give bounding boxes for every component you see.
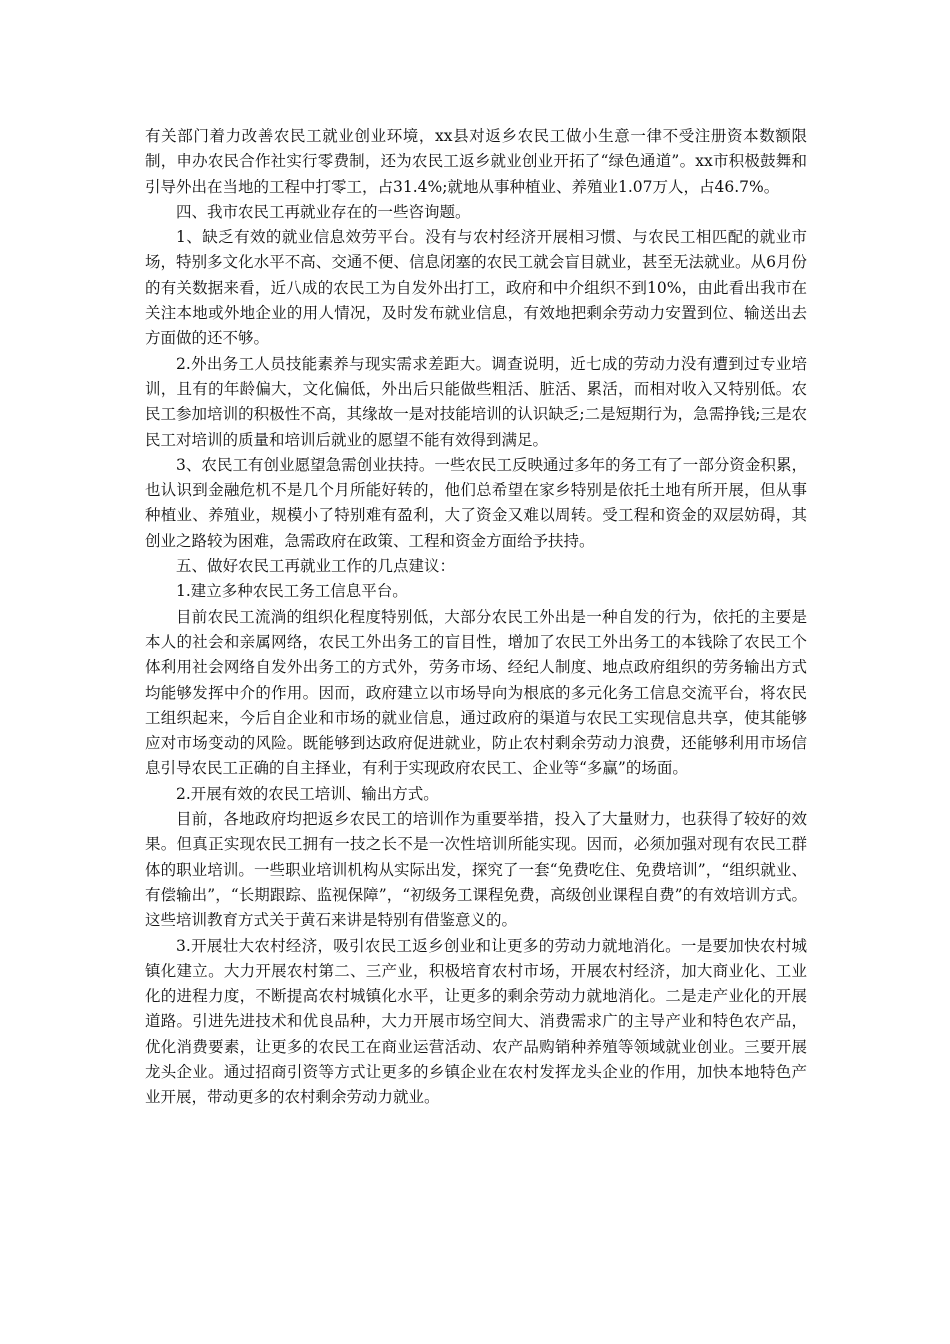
section-heading-suggestions: 五、做好农民工再就业工作的几点建议： (176, 557, 456, 576)
paragraph-problem-1: 1、缺乏有效的就业信息效劳平台。没有与农村经济开展相习惯、与农民工相匹配的就业市场，特别多文化水平不高、交通不便、信息闭塞的农民工就会盲目就业，甚至无法就业。从6月份的有关数据来看，近八成的农民工为自发外出打工，政府和中介组织不到10%，由此看出我市在关注本地或外地企业的用人情况，及时发布就业信息，有效地把剩余劳动力安置到位、输送出去方面做的还不够。 (145, 228, 807, 348)
paragraph-suggestion-1: 目前农民工流淌的组织化程度特别低，大部分农民工外出是一种自发的行为，依托的主要是本人的社会和亲属网络，农民工外出务工的盲目性，增加了农民工外出务工的本钱除了农民工个体利用社会网络自发外出务工的方式外，劳务市场、经纪人制度、地点政府组织的劳务输出方式均能够发挥中介的作用。因而，政府建立以市场导向为根底的多元化务工信息交流平台，将农民工组织起来，今后自企业和市场的就业信息，通过政府的渠道与农民工实现信息共享，使其能够应对市场变动的风险。既能够到达政府促进就业，防止农村剩余劳动力浪费，还能够利用市场信息引导农民工正确的自主择业，有利于实现政府农民工、企业等“多赢”的场面。 (145, 607, 807, 778)
paragraph-suggestion-3: 3.开展壮大农村经济，吸引农民工返乡创业和让更多的劳动力就地消化。一是要加快农村城镇化建立。大力开展农村第二、三产业，积极培育农村市场，开展农村经济，加大商业化、工业化的进程力度，不断提高农村城镇化水平，让更多的剩余劳动力就地消化。二是走产业化的开展道路。引进先进技术和优良品种，大力开展市场空间大、消费需求广的主导产业和特色农产品，优化消费要素，让更多的农民工在商业运营活动、农产品购销种养殖等领域就业创业。三要开展龙头企业。通过招商引资等方式让更多的乡镇企业在农村发挥龙头企业的作用，加快本地特色产业开展，带动更多的农村剩余劳动力就业。 (145, 936, 807, 1107)
document-body (145, 124, 807, 1111)
paragraph-continuation: 有关部门着力改善农民工就业创业环境，xx县对返乡农民工做小生意一律不受注册资本数额限制，申办农民合作社实行零费制，还为农民工返乡就业创业开拓了“绿色通道”。xx市积极鼓舞和引导外出在当地的工程中打零工，占31.4%;就地从事种植业、养殖业1.07万人，占46.7%。 (145, 127, 807, 196)
paragraph-problem-3: 3、农民工有创业愿望急需创业扶持。一些农民工反映通过多年的务工有了一部分资金积累，也认识到金融危机不是几个月所能好转的，他们总希望在家乡特别是依托土地有所开展，但从事种植业、养殖业，规模小了特别难有盈利，大了资金又难以周转。受工程和资金的双层妨碍，其创业之路较为困难，急需政府在政策、工程和资金方面给予扶持。 (145, 455, 807, 550)
paragraph-suggestion-2: 目前，各地政府均把返乡农民工的培训作为重要举措，投入了大量财力，也获得了较好的效果。但真正实现农民工拥有一技之长不是一次性培训所能实现。因而，必须加强对现有农民工群体的职业培训。一些职业培训机构从实际出发，探究了一套“免费吃住、免费培训”，“组织就业、有偿输出”，“长期跟踪、监视保障”，“初级务工课程免费，高级创业课程自费”的有效培训方式。这些培训教育方式关于黄石来讲是特别有借鉴意义的。 (145, 810, 807, 930)
subheading-suggestion-2: 2.开展有效的农民工培训、输出方式。 (176, 784, 439, 803)
section-heading-problems: 四、我市农民工再就业存在的一些咨询题。 (176, 202, 471, 221)
subheading-suggestion-1: 1.建立多种农民工务工信息平台。 (176, 582, 408, 601)
paragraph-problem-2: 2.外出务工人员技能素养与现实需求差距大。调查说明，近七成的劳动力没有遭到过专业培训，且有的年龄偏大，文化偏低，外出后只能做些粗活、脏活、累活，而相对收入又特别低。农民工参加培训的积极性不高，其缘故一是对技能培训的认识缺乏;二是短期行为，急需挣钱;三是农民工对培训的质量和培训后就业的愿望不能有效得到满足。 (145, 354, 807, 449)
